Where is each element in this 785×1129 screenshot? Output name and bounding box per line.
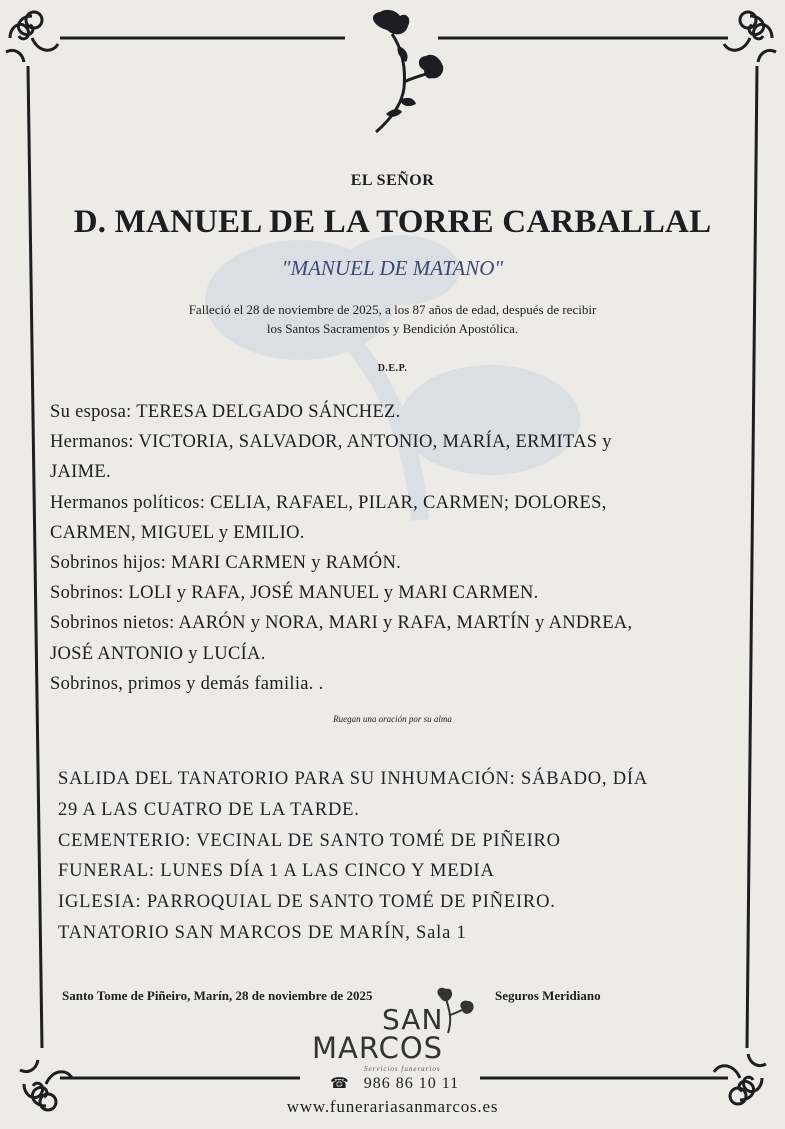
insurance-name: Seguros Meridiano	[495, 988, 601, 1003]
death-notice-line: los Santos Sacramentos y Bendición Apostólica.	[266, 321, 519, 336]
family-line: Sobrinos: LOLI y RAFA, JOSÉ MANUEL y MARI CARMEN.	[50, 583, 539, 604]
funeral-info-line: FUNERAL: LUNES DÍA 1 A LAS CINCO Y MEDIA	[58, 861, 495, 882]
family-line: Hermanos: VICTORIA, SALVADOR, ANTONIO, MARÍA, ERMITAS y	[50, 432, 612, 453]
scroll-ornament-icon	[718, 8, 780, 70]
family-line: JOSÉ ANTONIO y LUCÍA.	[50, 643, 266, 664]
family-list	[50, 397, 740, 699]
funeral-info-line: SALIDA DEL TANATORIO PARA SU INHUMACIÓN: SÁBADO, DÍA	[58, 769, 649, 789]
family-line: Sobrinos hijos: MARI CARMEN y RAMÓN.	[50, 553, 402, 574]
death-notice	[120, 300, 665, 338]
dep-label: D.E.P.	[377, 363, 408, 374]
funeral-info-line: TANATORIO SAN MARCOS DE MARÍN, Sala 1	[58, 922, 467, 943]
family-line: Su esposa: TERESA DELGADO SÁNCHEZ.	[50, 402, 401, 422]
phone-number: 986 86 10 11	[363, 1075, 460, 1092]
family-line: JAIME.	[50, 462, 111, 483]
prayer-note: Ruegan una oración por su alma	[333, 714, 452, 724]
deceased-name: D. MANUEL DE LA TORRE CARBALLAL	[73, 204, 712, 240]
place-date: Santo Tome de Piñeiro, Marín, 28 de noviembre de 2025	[62, 988, 373, 1003]
funeral-info-line: 29 A LAS CUATRO DE LA TARDE.	[58, 799, 360, 820]
telephone-icon: ☎	[330, 1076, 350, 1092]
rose-flower-icon	[362, 8, 452, 138]
death-notice-line: Falleció el 28 de noviembre de 2025, a los 87 años de edad, después de recibir	[188, 302, 597, 317]
san-marcos-logo	[312, 985, 482, 1075]
logo-text-marcos: MARCOS	[312, 1031, 444, 1065]
title-el-senor: EL SEÑOR	[350, 172, 435, 189]
logo-subtitle: Servicios funerarios	[364, 1065, 441, 1073]
scroll-ornament-icon	[2, 8, 64, 70]
family-line: Hermanos políticos: CELIA, RAFAEL, PILAR, CARMEN; DOLORES,	[50, 492, 607, 513]
family-line: Sobrinos, primos y demás familia. .	[50, 673, 324, 694]
deceased-alias: "MANUEL DE MATANO"	[281, 256, 504, 280]
funeral-info	[58, 764, 738, 949]
website-url: www.funerariasanmarcos.es	[286, 1097, 499, 1116]
funeral-info-line: IGLESIA: PARROQUIAL DE SANTO TOMÉ DE PIÑEIRO.	[58, 892, 556, 913]
family-line: CARMEN, MIGUEL y EMILIO.	[50, 522, 305, 543]
family-line: Sobrinos nietos: AARÓN y NORA, MARI y RAFA, MARTÍN y ANDREA,	[50, 613, 633, 634]
funeral-info-line: CEMENTERIO: VECINAL DE SANTO TOMÉ DE PIÑEIRO	[58, 830, 561, 851]
phone-line	[330, 1074, 459, 1093]
logo-text-san: SAN	[382, 1003, 444, 1036]
